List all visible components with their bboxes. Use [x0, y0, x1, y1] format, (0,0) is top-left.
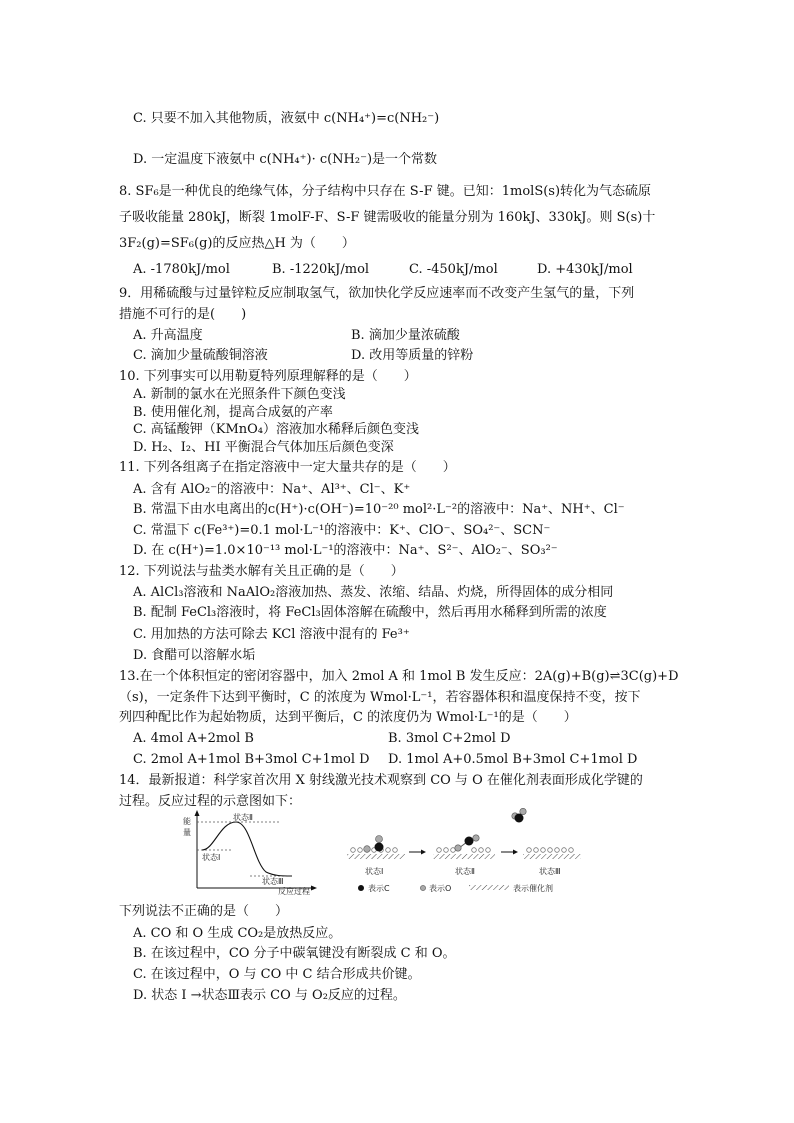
reaction-schematic-figure	[343, 808, 605, 900]
q14-stem-line2: 过程。反应过程的示意图如下：	[119, 794, 302, 809]
q9-stem-line2: 措施不可行的是( )	[119, 307, 247, 322]
schematic-state3-label: 状态Ⅲ	[539, 867, 561, 876]
energy-curve	[202, 822, 292, 876]
q8-option-b: B. -1220kJ/mol	[272, 262, 370, 277]
q12-option-b: B. 配制 FeCl₃溶液时，将 FeCl₃固体溶解在硫酸中，然后再用水稀释到所需的浓度	[133, 605, 607, 620]
q13-stem-line1: 13.在一个体积恒定的密闭容器中，加入 2mol A 和 1mol B 发生反应：2A(g)+B(g)⇌3C(g)+D	[119, 669, 679, 684]
state3-oxygen-2	[520, 808, 526, 814]
q14-option-a: A. CO 和 O 生成 CO₂是放热反应。	[133, 926, 342, 941]
catalyst-surface-2	[433, 854, 495, 859]
state1-carbon	[375, 843, 384, 852]
legend-catalyst-label: 表示催化剂	[513, 884, 553, 893]
catalyst-surface-1	[347, 854, 405, 859]
q14-option-b: B. 在该过程中，CO 分子中碳氧键没有断裂成 C 和 O。	[133, 946, 456, 961]
q9-option-d: D. 改用等质量的锌粉	[351, 348, 474, 363]
state2-carbon	[465, 837, 474, 846]
reaction-axis-label: 反应过程	[278, 887, 310, 896]
legend-catalyst-swatch	[469, 885, 509, 890]
q9-option-b: B. 滴加少量浓硫酸	[351, 328, 460, 343]
legend-o-dot	[420, 885, 425, 890]
q13-option-c: C. 2mol A+1mol B+3mol C+1mol D	[133, 752, 370, 767]
legend-c-dot	[358, 885, 364, 891]
state1-oxygen-side	[364, 846, 371, 853]
state1-dots	[351, 848, 398, 853]
q12-option-a: A. AlCl₃溶液和 NaAlO₂溶液加热、蒸发、浓缩、结晶、灼烧，所得固体的成分相同	[133, 585, 614, 600]
schematic-state1-label: 状态Ⅰ	[365, 867, 384, 876]
q8-stem-line3: 3F₂(g)=SF₆(g)的反应热△H 为（ ）	[119, 236, 355, 251]
q10-option-c: C. 高锰酸钾（KMnO₄）溶液加水稀释后颜色变浅	[133, 422, 420, 437]
q10-option-a: A. 新制的氯水在光照条件下颜色变浅	[133, 387, 346, 402]
state2-oxygen	[455, 845, 461, 851]
q10-stem: 10. 下列事实可以用勒夏特列原理解释的是（ ）	[119, 369, 417, 384]
q12-option-d: D. 食醋可以溶解水垢	[133, 648, 256, 663]
q14-stem-line1: 14．最新报道：科学家首次用 X 射线激光技术观察到 CO 与 O 在催化剂表面形成化学键的	[119, 773, 643, 788]
q13-option-b: B. 3mol C+2mol D	[388, 731, 511, 746]
q11-option-c: C. 常温下 c(Fe³⁺)=0.1 mol·L⁻¹的溶液中：K⁺、ClO⁻、SO₄²⁻、SCN⁻	[133, 523, 551, 538]
legend-o-label: 表示O	[429, 884, 452, 893]
energy-y-arrow	[195, 810, 200, 816]
q12-option-c: C. 用加热的方法可除去 KCl 溶液中混有的 Fe³⁺	[133, 627, 410, 642]
q11-option-d: D. 在 c(H⁺)=1.0×10⁻¹³ mol·L⁻¹的溶液中：Na⁺、S²⁻、AlO₂⁻、SO₃²⁻	[133, 543, 558, 558]
q12-stem: 12. 下列说法与盐类水解有关且正确的是（ ）	[119, 564, 404, 579]
q11-option-b: B. 常温下由水电离出的c(H⁺)·c(OH⁻)=10⁻²⁰ mol²·L⁻²的溶液中：Na⁺、NH⁺、Cl⁻	[133, 502, 625, 517]
q7-option-c: C. 只要不加入其他物质，液氨中 c(NH₄⁺)=c(NH₂⁻)	[133, 111, 440, 126]
q9-option-a: A. 升高温度	[133, 328, 203, 343]
q11-stem: 11. 下列各组离子在指定溶液中一定大量共存的是（ ）	[119, 460, 456, 475]
energy-state2-label: 状态Ⅱ	[233, 813, 253, 822]
q14-option-d: D. 状态 I →状态Ⅲ表示 CO 与 O₂反应的过程。	[133, 988, 406, 1003]
catalyst-surface-3	[523, 854, 581, 859]
schematic-state2-label: 状态Ⅱ	[455, 867, 475, 876]
q9-option-c: C. 滴加少量硫酸铜溶液	[133, 348, 268, 363]
q10-option-d: D. H₂、I₂、HI 平衡混合气体加压后颜色变深	[133, 440, 394, 455]
q10-option-b: B. 使用催化剂，提高合成氨的产率	[133, 405, 333, 420]
q7-option-d: D. 一定温度下液氨中 c(NH₄⁺)· c(NH₂⁻)是一个常数	[133, 152, 438, 167]
q8-option-c: C. -450kJ/mol	[409, 262, 498, 277]
q13-option-a: A. 4mol A+2mol B	[133, 731, 254, 746]
q13-option-d: D. 1mol A+0.5mol B+3mol C+1mol D	[388, 752, 638, 767]
energy-state1-label: 状态Ⅰ	[202, 853, 221, 862]
arrow-1-2-head	[421, 850, 426, 855]
energy-state3-label: 状态Ⅲ	[262, 877, 284, 886]
energy-axis-label-2: 量	[183, 828, 191, 837]
q11-option-a: A. 含有 AlO₂⁻的溶液中：Na⁺、Al³⁺、Cl⁻、K⁺	[133, 482, 411, 497]
state1-oxygen-top	[376, 836, 383, 843]
q9-stem-line1: 9．用稀硫酸与过量锌粒反应制取氢气，欲加快化学反应速率而不改变产生氢气的量，下列	[119, 286, 635, 301]
q13-stem-line2: （s)，一定条件下达到平衡时，C 的浓度为 Wmol·L⁻¹，若容器体积和温度保持不变，按下	[119, 690, 641, 705]
state3-dots	[527, 848, 574, 853]
q14-question: 下列说法不正确的是（ ）	[119, 904, 289, 919]
state3-carbon	[515, 814, 524, 823]
arrow-2-3-head	[513, 850, 518, 855]
q8-option-d: D. +430kJ/mol	[537, 262, 633, 277]
q8-stem-line2: 子吸收能量 280kJ，断裂 1molF-F、S-F 键需吸收的能量分别为 160kJ、330kJ。则 S(s)十	[119, 210, 656, 225]
legend-c-label: 表示C	[368, 884, 390, 893]
energy-axis-label-1: 能	[183, 817, 191, 826]
q8-stem-line1: 8. SF₆是一种优良的绝缘气体，分子结构中只存在 S-F 键。已知：1molS(s)转化为气态硫原	[119, 184, 652, 199]
q14-option-c: C. 在该过程中，O 与 CO 中 C 结合形成共价键。	[133, 967, 421, 982]
state2-dots	[437, 848, 491, 853]
energy-profile-figure	[180, 808, 330, 900]
energy-x-arrow	[311, 886, 317, 891]
state2-oxygen-top	[473, 835, 479, 841]
q8-option-a: A. -1780kJ/mol	[133, 262, 230, 277]
q13-stem-line3: 列四种配比作为起始物质，达到平衡后，C 的浓度仍为 Wmol·L⁻¹的是（ ）	[119, 710, 577, 725]
